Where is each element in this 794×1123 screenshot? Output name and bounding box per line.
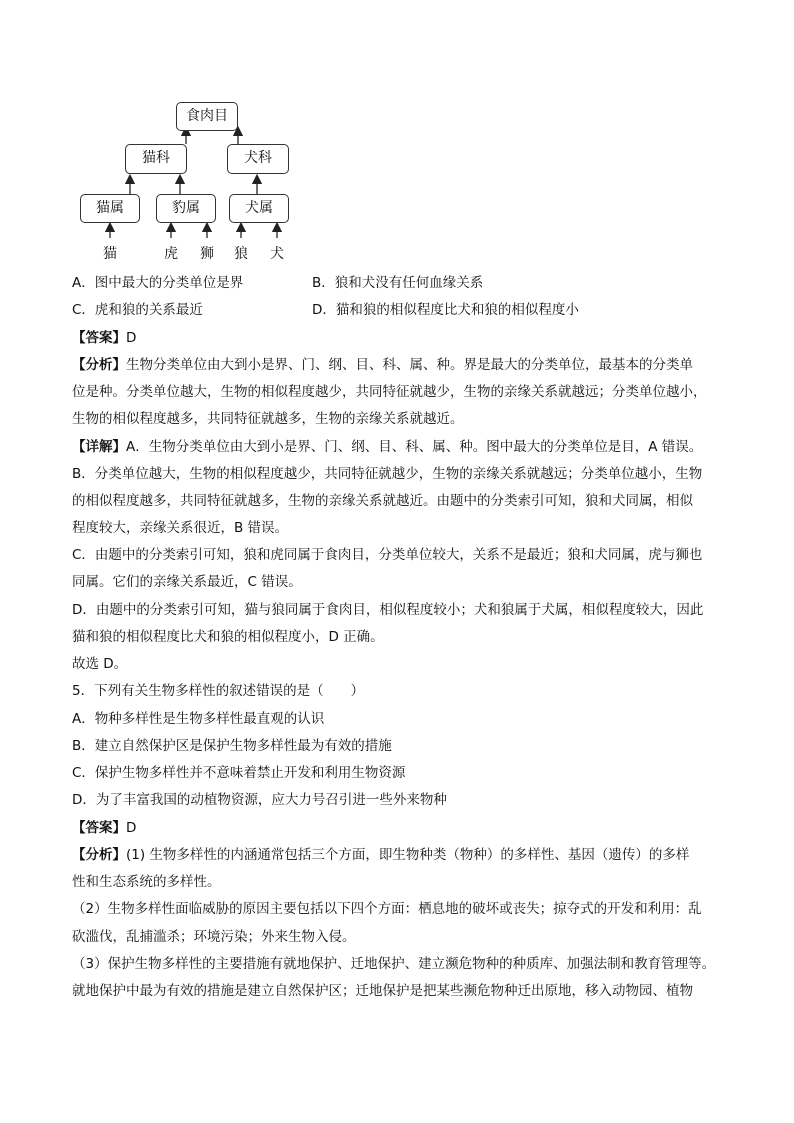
q5-analysis-line-2: 性和生态系统的多样性。: [72, 874, 221, 890]
analysis-text: 生物分类单位由大到小是界、门、纲、目、科、属、种。界是最大的分类单位，最基本的分类单: [126, 357, 693, 373]
detail-text: A．生物分类单位由大到小是界、门、纲、目、科、属、种。图中最大的分类单位是目，A 错误。: [126, 439, 703, 455]
q4-conclusion: 故选 D。: [72, 656, 128, 672]
q4-option-c: C．虎和狼的关系最近: [72, 302, 203, 318]
q4-analysis-line-3: 生物的相似程度越多，共同特征就越多，生物的亲缘关系就越近。: [72, 411, 464, 427]
analysis-text: (1) 生物多样性的内涵通常包括三个方面，即生物种类（物种）的多样性、基因（遗传）的多样: [126, 847, 690, 863]
q4-detail-line-6: 同属。它们的亲缘关系最近，C 错误。: [72, 574, 302, 590]
answer-tag: 【答案】: [72, 820, 126, 836]
species-dog: 犬: [270, 246, 284, 262]
q5-analysis-line-3: （2）生物多样性面临威胁的原因主要包括以下四个方面：栖息地的破坏或丧失；掠夺式的开发和利用：乱: [72, 901, 702, 917]
q4-detail-line-4: 程度较大，亲缘关系很近，B 错误。: [72, 520, 289, 536]
q5-option-c: C．保护生物多样性并不意味着禁止开发和利用生物资源: [72, 765, 406, 781]
diagram-connectors: [0, 0, 794, 270]
q5-answer: [72, 818, 136, 838]
q5-stem: 5．下列有关生物多样性的叙述错误的是（ ）: [72, 683, 365, 699]
q4-detail-line-3: 的相似程度越多，共同特征就越多，生物的亲缘关系就越近。由题中的分类索引可知，狼和犬同属，相似: [72, 493, 693, 509]
q4-option-b: B．狼和犬没有任何血缘关系: [312, 275, 484, 291]
q4-option-d: D．猫和狼的相似程度比犬和狼的相似程度小: [312, 302, 579, 318]
analysis-tag: 【分析】: [72, 847, 126, 863]
q4-answer: [72, 328, 136, 348]
answer-value: D: [126, 820, 137, 836]
species-tiger: 虎: [164, 246, 178, 262]
answer-value: D: [126, 330, 137, 346]
genus-leopard-box: 豹属: [156, 194, 216, 223]
q4-detail-line-1: [72, 437, 702, 457]
q4-detail-line-2: B．分类单位越大，生物的相似程度越少，共同特征就越少，生物的亲缘关系就越远；分类单位越小，生物: [72, 466, 703, 482]
answer-tag: 【答案】: [72, 330, 126, 346]
q5-option-d: D．为了丰富我国的动植物资源，应大力号召引进一些外来物种: [72, 792, 447, 808]
q4-detail-line-8: 猫和狼的相似程度比犬和狼的相似程度小，D 正确。: [72, 629, 384, 645]
q5-analysis-line-6: 就地保护中最为有效的措施是建立自然保护区；迁地保护是把某些濒危物种迁出原地，移入动物园、植物: [72, 983, 693, 999]
q4-detail-line-5: C．由题中的分类索引可知，狼和虎同属于食肉目，分类单位较大，关系不是最近；狼和犬同属，虎与狮也: [72, 547, 703, 563]
family-cat-box: 猫科: [125, 144, 187, 174]
q4-detail-line-7: D．由题中的分类索引可知，猫与狼同属于食肉目，相似程度较小；犬和狼属于犬属，相似程度较大，因此: [72, 602, 704, 618]
species-wolf: 狼: [234, 246, 248, 262]
q5-analysis-line-5: （3）保护生物多样性的主要措施有就地保护、迁地保护、建立濒危物种的种质库、加强法制和教育管理等。: [72, 956, 716, 972]
q5-analysis-line-1: [72, 845, 689, 865]
q5-analysis-line-4: 砍滥伐，乱捕滥杀；环境污染；外来生物入侵。: [72, 929, 356, 945]
q5-option-b: B．建立自然保护区是保护生物多样性最为有效的措施: [72, 738, 392, 754]
genus-dog-box: 犬属: [229, 194, 289, 223]
q5-option-a: A．物种多样性是生物多样性最直观的认识: [72, 711, 325, 727]
q4-option-a: A．图中最大的分类单位是界: [72, 275, 244, 291]
order-box: 食肉目: [176, 102, 238, 131]
analysis-tag: 【分析】: [72, 357, 126, 373]
q4-analysis-line-1: [72, 355, 693, 375]
species-lion: 狮: [200, 246, 214, 262]
detail-tag: 【详解】: [72, 439, 126, 455]
genus-cat-box: 猫属: [80, 194, 140, 223]
species-cat: 猫: [103, 246, 117, 262]
q4-analysis-line-2: 位是种。分类单位越大，生物的相似程度越少，共同特征就越少，生物的亲缘关系就越远；分类单位越小，: [72, 384, 707, 400]
family-dog-box: 犬科: [227, 144, 289, 174]
